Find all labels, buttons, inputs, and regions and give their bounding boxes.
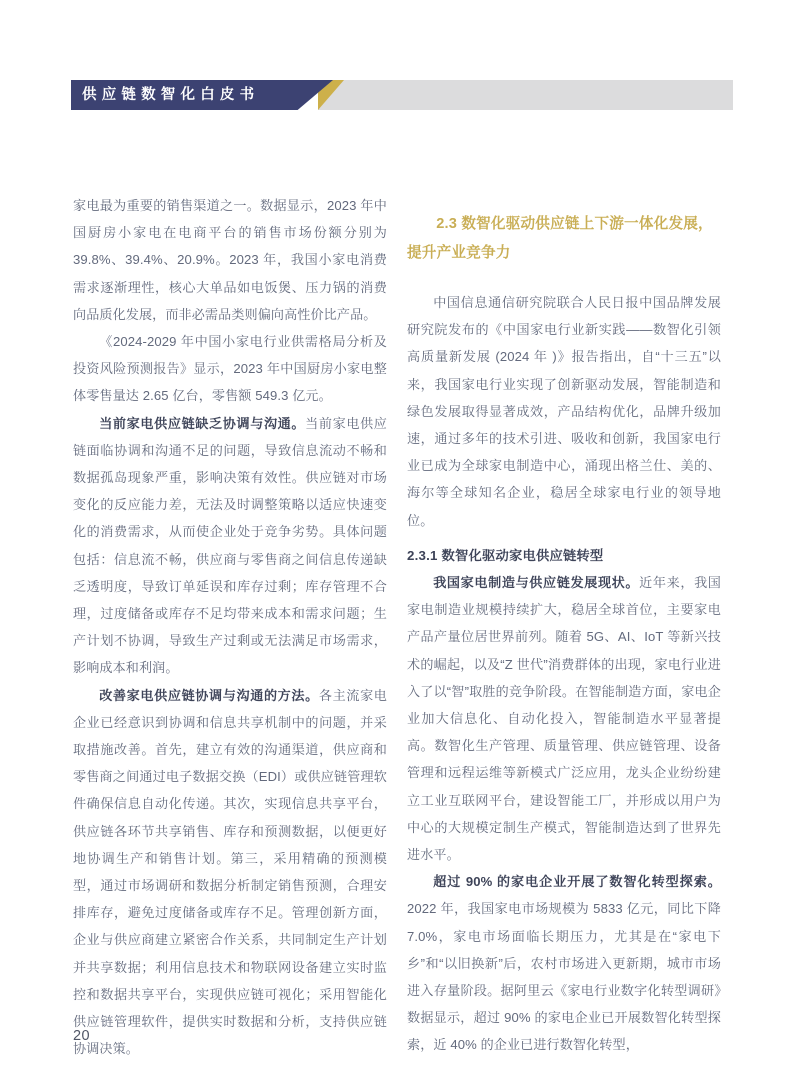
paragraph: 中国信息通信研究院联合人民日报中国品牌发展研究院发布的《中国家电行业新实践——数智化引领高质量新发展 (2024 年 )》报告指出，自“十三五”以来，我国家电行业实现了创新驱动发展，智能制造和绿色发展取得显著成效，产品结构优化，品牌升级加速，通过多年的技术引进、吸收和创新，我国家电行业已成为全球家电制造中心，涌现出格兰仕、美的、海尔等全球知名企业，稳居全球家电行业的领导地位。 <box>407 295 721 528</box>
header-gray-bar <box>318 80 733 110</box>
section-heading-2-3: 2.3 数智化驱动供应链上下游一体化发展，提升产业竞争力 <box>407 216 713 261</box>
right-column <box>407 192 722 1053</box>
paragraph-lead-in: 我国家电制造与供应链发展现状。 <box>433 575 640 591</box>
paragraph: 家电最为重要的销售渠道之一。数据显示，2023 年中国厨房小家电在电商平台的销售市场份额分别为 39.8%、39.4%、20.9%。2023 年，我国小家电消费需求逐渐理性，核心大单品如电饭煲、压力锅的消费向品质化发展，而非必需品类则偏向高性价比产品。 <box>73 198 387 322</box>
paragraph-text: 各主流家电企业已经意识到协调和信息共享机制中的问题，并采取措施改善。首先，建立有效的沟通渠道，供应商和零售商之间通过电子数据交换（EDI）或供应链管理软件确保信息自动化传递。其次，实现信息共享平台，供应链各环节共享销售、库存和预测数据，以便更好地协调生产和销售计划。第三，采用精确的预测模型，通过市场调研和数据分析制定销售预测，合理安排库存，避免过度储备或库存不足。管理创新方面，企业与供应商建立紧密合作关系，共同制定生产计划并共享数据；利用信息技术和物联网设备建立实时监控和数据共享平台，实现供应链可视化；采用智能化供应链管理软件，提供实时数据和分析，支持供应链协调决策。 <box>73 687 387 1057</box>
paragraph-text: 2022 年，我国家电市场规模为 5833 亿元，同比下降 7.0%，家电市场面临长期压力，尤其是在“家电下乡”和“以旧换新”后，农村市场进入更新期，城市市场进入存量阶段。据阿里云《家电行业数字化转型调研》数据显示，超过 90% 的家电企业已开展数智化转型探索，近 40% 的企业已进行数智化转型， <box>407 901 721 1053</box>
paragraph-text: 当前家电供应链面临协调和沟通不足的问题，导致信息流动不畅和数据孤岛现象严重，影响决策有效性。供应链对市场变化的反应能力差，无法及时调整策略以适应快速变化的消费需求，从而使企业处于竞争劣势。具体问题包括：信息流不畅，供应商与零售商之间信息传递缺乏透明度，导致订单延误和库存过剩；库存管理不合理，过度储备或库存不足均带来成本和需求问题；生产计划不协调，导致生产过剩或无法满足市场需求，影响成本和利润。 <box>73 415 388 676</box>
spacer <box>407 192 721 210</box>
left-column <box>73 192 388 1057</box>
paragraph <box>407 569 721 868</box>
paragraph <box>407 868 721 1058</box>
page-body <box>0 192 794 1057</box>
paragraph <box>73 410 387 682</box>
spacer <box>407 534 721 542</box>
paragraph-lead-in: 当前家电供应链缺乏协调与沟通。 <box>99 415 306 431</box>
document-title: 供应链数智化白皮书 <box>82 87 260 103</box>
section-heading-2-3-1: 2.3.1 数智化驱动家电供应链转型 <box>407 547 604 563</box>
spacer <box>407 267 721 289</box>
running-header <box>0 80 794 110</box>
paragraph-text: 近年来，我国家电制造业规模持续扩大，稳居全球首位，主要家电产品产量位居世界前列。随着 5G、AI、IoT 等新兴技术的崛起，以及“Z 世代”消费群体的出现，家电行业进入了以“智”取胜的竞争阶段。在智能制造方面，家电企业加大信息化、自动化投入，智能制造水平显著提高。数智化生产管理、质量管理、供应链管理、设备管理和远程运维等新模式广泛应用，龙头企业纷纷建立工业互联网平台，建设智能工厂，并形成以用户为中心的大规模定制生产模式，智能制造达到了世界先进水平。 <box>407 575 722 863</box>
paragraph-lead-in: 超过 90% 的家电企业开展了数智化转型探索。 <box>433 874 721 890</box>
page-number: 20 <box>73 1028 90 1044</box>
paragraph: 《2024-2029 年中国小家电行业供需格局分析及投资风险预测报告》显示，2023 年中国厨房小家电整体零售量达 2.65 亿台，零售额 549.3 亿元。 <box>73 334 387 404</box>
paragraph-lead-in: 改善家电供应链协调与沟通的方法。 <box>99 687 319 703</box>
paragraph <box>73 682 387 1063</box>
